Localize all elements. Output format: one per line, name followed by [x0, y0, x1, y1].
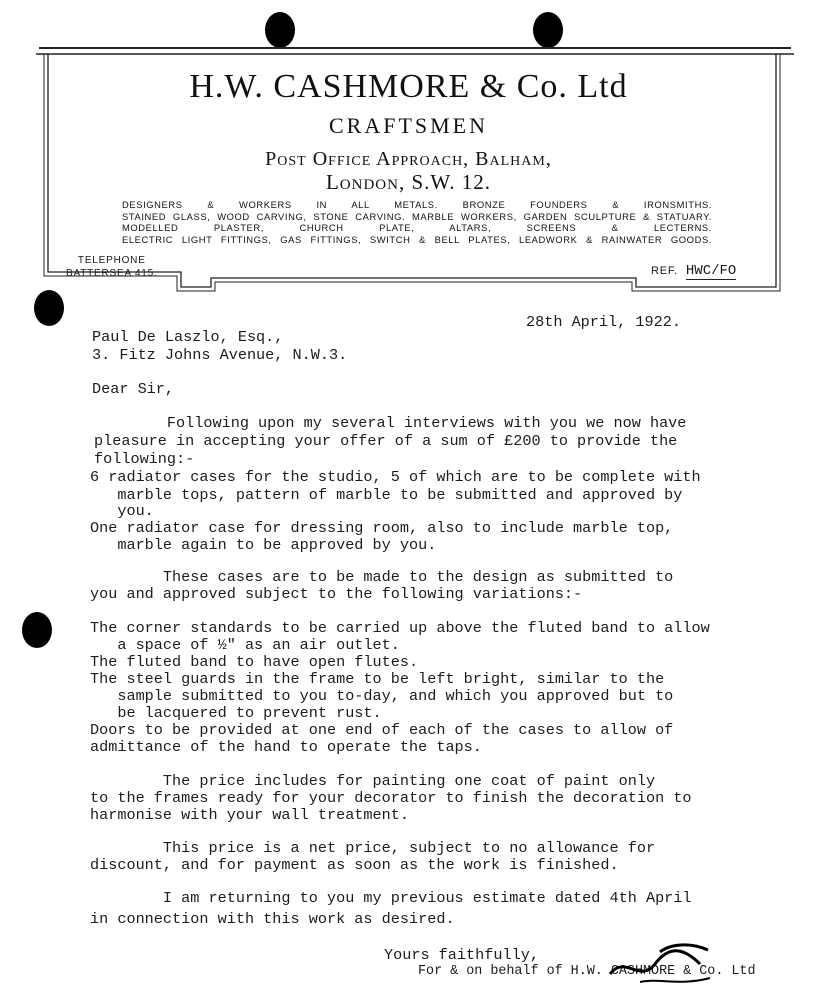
company-address-line2: London, S.W. 12.	[325, 170, 492, 194]
paragraph-line: The price includes for painting one coat of paint only	[90, 772, 656, 790]
recipient-name: Paul De Laszlo, Esq.,	[92, 328, 284, 346]
company-subtitle: CRAFTSMEN	[328, 113, 489, 138]
variation-line: sample submitted to you to-day, and which you approved but to	[90, 687, 674, 705]
letter-date: 28th April, 1922.	[526, 313, 681, 331]
paragraph-line: discount, and for payment as soon as the work is finished.	[90, 856, 619, 874]
closing: Yours faithfully,	[384, 946, 539, 964]
variation-line: admittance of the hand to operate the taps.	[90, 738, 482, 756]
signature-scribble	[600, 934, 720, 994]
reference-value: HWC/FO	[685, 263, 737, 279]
variation-line: The steel guards in the frame to be left bright, similar to the	[90, 670, 665, 688]
variation-line: The corner standards to be carried up above the fluted band to allow	[90, 619, 710, 637]
trades-line: DESIGNERS & WORKERS IN ALL METALS. BRONZE FOUNDERS & IRONSMITHS.	[122, 199, 712, 210]
paragraph-line: This price is a net price, subject to no allowance for	[90, 839, 656, 857]
variation-line: Doors to be provided at one end of each of the cases to allow of	[90, 721, 674, 739]
paragraph-line: to the frames ready for your decorator to finish the decoration to	[90, 789, 692, 807]
variation-line: be lacquered to prevent rust.	[90, 704, 382, 722]
paragraph-line: you and approved subject to the following variations:-	[90, 585, 583, 603]
item-line: One radiator case for dressing room, also to include marble top,	[90, 519, 674, 537]
trades-line: ELECTRIC LIGHT FITTINGS, GAS FITTINGS, SWITCH & BELL PLATES, LEADWORK & RAINWATER GOODS.	[122, 233, 712, 245]
recipient-address: 3. Fitz Johns Avenue, N.W.3.	[92, 346, 348, 364]
trades-line: MODELLED PLASTER, CHURCH PLATE, ALTARS, SCREENS & LECTERNS.	[122, 222, 712, 234]
paragraph-line: pleasure in accepting your offer of a sum of £200 to provide the	[94, 432, 678, 450]
salutation: Dear Sir,	[92, 380, 175, 398]
paragraph-line: Following upon my several interviews with you we now have	[94, 414, 687, 432]
paragraph-line: harmonise with your wall treatment.	[90, 806, 409, 824]
item-line: marble tops, pattern of marble to be submitted and approved by	[90, 486, 683, 504]
variation-line: a space of ½" as an air outlet.	[90, 636, 400, 654]
variation-line: The fluted band to have open flutes.	[90, 653, 419, 671]
item-line: 6 radiator cases for the studio, 5 of which are to be complete with	[90, 468, 701, 486]
trades-line: STAINED GLASS, WOOD CARVING, STONE CARVING. MARBLE WORKERS, GARDEN SCULPTURE & STATUARY.	[122, 210, 712, 222]
paragraph-line: in connection with this work as desired.	[90, 910, 455, 928]
signoff: For & on behalf of H.W. CASHMORE & Co. Ltd	[418, 964, 756, 979]
paragraph-line: These cases are to be made to the design as submitted to	[90, 568, 674, 586]
company-name: H.W. CASHMORE & Co. Ltd	[189, 68, 628, 105]
reference-label: REF.	[651, 265, 679, 277]
item-line: marble again to be approved by you.	[90, 536, 437, 554]
telephone-label: TELEPHONE	[77, 255, 146, 266]
telephone-number: BATTERSEA 415.	[66, 268, 158, 279]
paragraph-line: following:-	[94, 450, 195, 468]
item-line: you.	[90, 502, 154, 520]
paragraph-line: I am returning to you my previous estimate dated 4th April	[90, 889, 692, 907]
company-address-line1: Post Office Approach, Balham,	[265, 148, 552, 170]
